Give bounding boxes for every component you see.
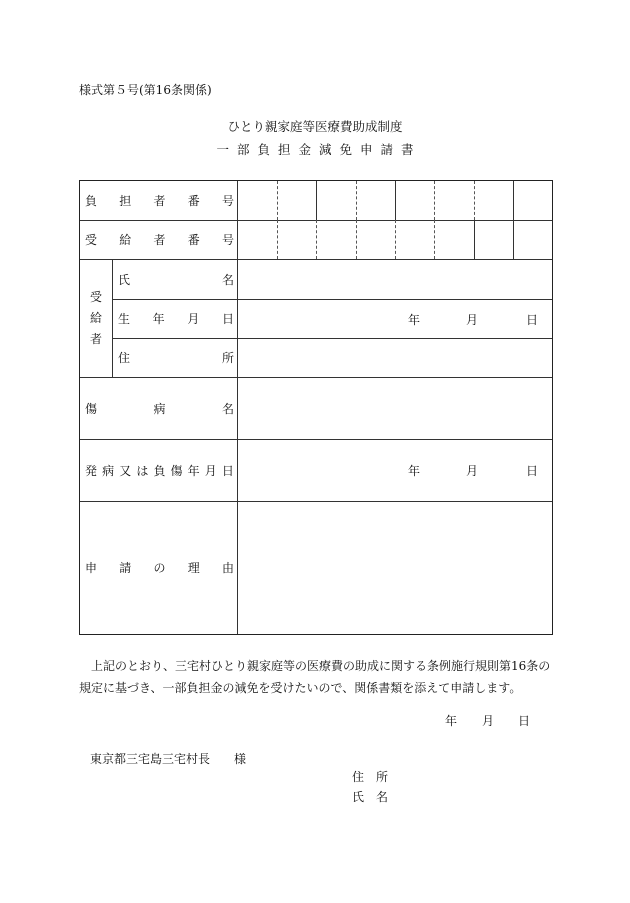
application-day-label: 日 bbox=[518, 714, 531, 728]
label-char: 請 bbox=[119, 561, 132, 575]
label-char: 申 bbox=[85, 561, 98, 575]
label-char: 住 bbox=[118, 351, 131, 365]
label-char: 所 bbox=[221, 351, 234, 365]
label-char: 又 bbox=[119, 463, 132, 478]
birthdate-field[interactable] bbox=[238, 299, 552, 338]
form-title: ひとり親家庭等医療費助成制度 bbox=[227, 119, 403, 134]
onset-day-label: 日 bbox=[526, 464, 539, 478]
label-char: 号 bbox=[221, 194, 234, 208]
label-char: 月 bbox=[204, 463, 217, 478]
recipient-number-field[interactable] bbox=[238, 220, 552, 259]
onset-year-label: 年 bbox=[408, 464, 421, 478]
birth-day-label: 日 bbox=[526, 313, 539, 327]
label-char: は bbox=[136, 463, 149, 478]
onset-month-label: 月 bbox=[466, 464, 479, 478]
label-char: 氏 bbox=[118, 272, 131, 287]
label-char: 由 bbox=[221, 561, 234, 575]
burden-number-field[interactable] bbox=[238, 181, 552, 220]
label-char: 年 bbox=[187, 463, 200, 478]
label-char: 番 bbox=[187, 194, 200, 208]
form-number: 様式第５号(第16条関係) bbox=[79, 83, 212, 97]
label-char: 給 bbox=[89, 310, 102, 325]
label-char: 日 bbox=[221, 312, 234, 326]
label-char: 号 bbox=[221, 233, 234, 247]
label-char: 年 bbox=[152, 312, 165, 326]
label-char: 月 bbox=[187, 312, 200, 326]
birth-year-label: 年 bbox=[408, 313, 421, 327]
burden-number-label bbox=[85, 181, 234, 220]
label-char: 傷 bbox=[170, 463, 183, 478]
applicant-name-label: 氏 名 bbox=[352, 790, 389, 804]
label-char: 受 bbox=[89, 289, 102, 304]
label-char: 負 bbox=[85, 194, 98, 208]
label-char: 者 bbox=[153, 233, 166, 247]
recipient-number-label bbox=[85, 220, 234, 259]
onset-date-field[interactable] bbox=[238, 439, 552, 501]
disease-label bbox=[85, 377, 234, 439]
label-char: の bbox=[153, 561, 166, 575]
label-char: 者 bbox=[89, 331, 102, 346]
name-field[interactable] bbox=[238, 259, 552, 299]
label-char: 傷 bbox=[85, 401, 98, 416]
addressee: 東京都三宅島三宅村長 様 bbox=[90, 752, 247, 766]
applicant-address-label: 住 所 bbox=[352, 770, 389, 784]
label-char: 名 bbox=[221, 272, 234, 287]
group-column-divider bbox=[112, 259, 113, 377]
label-char: 者 bbox=[153, 194, 166, 208]
declaration-text bbox=[79, 655, 553, 699]
address-field[interactable] bbox=[238, 338, 552, 377]
label-char: 日 bbox=[221, 463, 234, 478]
disease-field[interactable] bbox=[238, 377, 552, 439]
label-char: 番 bbox=[187, 233, 200, 247]
reason-field[interactable] bbox=[238, 501, 552, 634]
label-char: 受 bbox=[85, 233, 98, 247]
declaration-paragraph: 上記のとおり、三宅村ひとり親家庭等の医療費の助成に関する条例施行規則第16条の規定に基づき、一部負担金の減免を受けたいので、関係書類を添えて申請します。 bbox=[79, 659, 551, 695]
onset-date-label bbox=[85, 439, 234, 501]
form-subtitle: 一部負担金減免申請書 bbox=[216, 142, 422, 157]
address-label bbox=[118, 338, 234, 377]
recipient-group-label bbox=[80, 259, 112, 377]
name-label bbox=[118, 259, 234, 299]
birth-month-label: 月 bbox=[466, 313, 479, 327]
label-char: 負 bbox=[153, 463, 166, 478]
label-char: 理 bbox=[187, 561, 200, 575]
reason-label bbox=[85, 501, 234, 634]
applicant-name-field[interactable] bbox=[395, 786, 545, 804]
label-char: 名 bbox=[221, 401, 234, 416]
label-char: 発 bbox=[85, 463, 98, 478]
label-char: 病 bbox=[102, 463, 115, 478]
application-table bbox=[79, 180, 553, 635]
application-month-label: 月 bbox=[482, 714, 495, 728]
label-char: 担 bbox=[119, 194, 132, 208]
birthdate-label bbox=[118, 299, 234, 338]
application-year-label: 年 bbox=[445, 714, 458, 728]
label-char: 病 bbox=[153, 401, 166, 416]
label-char: 給 bbox=[119, 233, 132, 247]
label-char: 生 bbox=[118, 312, 131, 326]
applicant-address-field[interactable] bbox=[395, 766, 545, 784]
